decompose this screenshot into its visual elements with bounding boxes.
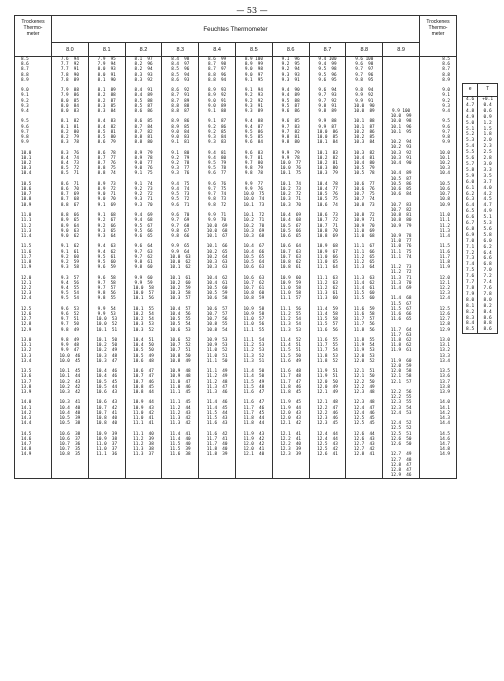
- wet-column-header: 8.4: [199, 43, 236, 57]
- correction-t-values: +0.1 0.4 0.6 0.9 1.2 1.5 1.8 2.0 2.3 2.5 2.8 3.0 3.3 3.5 3.7 4.0 4.2 4.5 4.7 4.9 5.1 5.3 5.6 5.8 6.0 6.2 6.4 6.6 6.8 7.0 7.2 7.4 7.6 7.8 8.0 8.2 8.4 8.6 8.8 8.6: [478, 97, 498, 334]
- wet-column-header: 8.2: [125, 43, 162, 57]
- table-column-cells: 7.6 94 7.7 92 7.7 91 7.8 90 7.8 89 7.9 88 7.9 86 8.0 85 8.0 84 8.0 83 8.1 82 8.1 81 8.2 80 8.2 79 8.3 78 8.3 76 8.4 74 8.4 73 8.5 72 8.5 71 8.6 71 8.6 70 8.7 69 8.7 68 8.8 67 8.8 66 8.9 65 8.9 64 9.0 63 9.0 62 9.1 62 9.1 61 9.2 60 9.2 59 9.3 58 9.3 57 9.4 56 9.4 55 9.5 54 9.5 54 9.6 53 9.6 52 9.7 51 9.7 50 9.8 49 9.8 49 9.9 48 9.9 47 10.0 46 10.0 45 10.1 45 10.1 44 10.2 43 10.2 42 10.3 42 10.3 41 10.4 40 10.4 40 10.5 39 10.5 38 10.6 38 10.6 37 10.7 36 10.7 35 10.8 35: [52, 57, 89, 479]
- wet-column-header: 8.3: [162, 43, 199, 57]
- dry-thermometer-header-right: Trockenes Thermo- meter: [420, 16, 457, 57]
- psychrometric-table: [14, 15, 457, 479]
- correction-e-values: 4.6 4.7 4.8 4.9 5.0 5.1 5.2 5.3 5.4 5.5 5.6 5.7 5.8 5.9 6.0 6.1 6.2 6.3 6.4 6.5 6.6 6.7 6.8 6.9 7.0 7.1 7.2 7.3 7.4 7.5 7.6 7.7 7.8 7.9 8.0 8.1 8.2 8.3 8.4 8.5: [463, 97, 478, 334]
- table-column-cells: 9.1 96 9.2 95 9.2 94 9.3 93 9.3 91 9.4 90 9.4 89 9.5 88 9.5 87 9.6 86 9.6 85 9.7 83 9.7 82 9.8 81 9.8 80 9.9 79 9.9 78 10.0 77 10.0 76 10.1 75 10.1 74 10.2 73 10.2 72 10.3 71 10.3 70 10.4 69 10.4 68 10.5 67 10.5 66 10.6 65 10.6 64 10.7 63 10.7 63 10.8 62 10.8 61 10.9 60 10.9 59 11.0 58 11.0 58 11.1 57 11.1 56 11.2 55 11.2 54 11.3 54 11.3 53 11.4 52 11.4 51 11.5 51 11.5 50 11.6 49 11.6 48 11.7 48 11.7 47 11.8 46 11.8 45 11.9 45 11.9 44 12.0 43 12.0 43 12.1 42 12.1 41 12.2 41 12.2 40 12.3 39 12.3 39: [272, 57, 309, 479]
- wet-column-header: 8.1: [88, 43, 125, 57]
- page-number: — 53 —: [236, 6, 268, 15]
- table-column-cells: 8.1 97 8.2 96 8.2 94 8.3 93 8.3 92 8.4 91 8.4 89 8.5 88 8.5 87 8.6 86 8.6 85 8.7 84 8.7 82 8.8 81 8.8 80 8.9 79 8.9 78 9.0 77 9.0 76 9.1 75 9.1 74 9.2 73 9.2 72 9.3 71 9.3 70 9.4 69 9.4 68 9.5 67 9.5 66 9.6 65 9.6 64 9.7 63 9.7 62 9.8 61 9.8 60 9.9 60 9.9 59 10.0 58 10.0 57 10.1 56 10.1 55 10.2 54 10.2 54 10.3 53 10.3 52 10.4 51 10.4 50 10.5 50 10.5 49 10.6 48 10.6 47 10.7 47 10.7 46 10.8 45 10.8 44 10.9 44 10.9 43 11.0 42 11.0 41 11.1 41 11.1 40 11.2 39 11.2 38 11.3 38 11.3 37: [125, 57, 162, 479]
- dry-values-left: 8.5 8.6 8.7 8.8 8.9 9.0 9.1 9.2 9.3 9.4 9.5 9.6 9.7 9.8 9.9 10.0 10.1 10.2 10.3 10.4 10.5 10.6 10.7 10.8 10.9 11.0 11.1 11.2 11.3 11.4 11.5 11.6 11.7 11.8 11.9 12.0 12.1 12.2 12.3 12.4 12.5 12.6 12.7 12.8 12.9 13.0 13.1 13.2 13.3 13.4 13.5 13.6 13.7 13.8 13.9 14.0 14.1 14.2 14.3 14.4 14.5 14.6 14.7 14.8 14.9: [15, 57, 52, 479]
- wet-column-header: 8.0: [52, 43, 89, 57]
- table-column-cells: 9.9 100 10.0 99 10.0 98 10.1 96 10.1 95 10.2 94 10.2 93 10.3 92 10.3 91 10.4 90 10.4 89 10.5 87 10.5 86 10.6 85 10.6 84 10.7 83 10.7 82 10.8 81 10.8 80 10.9 79 10.9 78 11.0 77 11.0 76 11.1 75 11.1 74 11.2 73 11.2 72 11.3 71 11.3 70 11.4 69 11.4 68 11.5 67 11.5 67 11.6 66 11.6 65 11.7 64 11.7 63 11.8 62 11.8 62 11.9 61 11.9 60 12.0 59 12.0 58 12.1 58 12.1 57 12.2 56 12.2 55 12.3 55 12.3 54 12.4 53 12.4 52 12.5 52 12.5 51 12.6 50 12.6 50 12.7 49 12.7 48 12.8 47 12.8 47 12.9 46: [383, 57, 420, 479]
- correction-header-e: e: [463, 84, 478, 97]
- table-column-cells: 9.6 100 9.6 98 9.7 97 9.7 96 9.8 95 9.8 94 9.9 92 9.9 91 10.0 90 10.0 89 10.1 88 10.1 87 10.2 86 10.2 85 10.3 84 10.3 82 10.4 81 10.4 80 10.5 79 10.5 78 10.6 77 10.6 76 10.7 75 10.7 74 10.8 73 10.8 72 10.9 71 10.9 70 11.0 69 11.0 68 11.1 67 11.1 66 11.2 65 11.2 65 11.3 64 11.3 63 11.4 62 11.4 61 11.5 60 11.5 60 11.6 59 11.6 58 11.7 57 11.7 56 11.8 56 11.8 55 11.9 54 11.9 53 12.0 53 12.0 52 12.1 51 12.1 50 12.2 50 12.2 49 12.3 48 12.3 48 12.4 47 12.4 46 12.5 45 12.5 45 12.6 44 12.6 43 12.7 43 12.7 42 12.8 41: [346, 57, 383, 479]
- table-title: Feuchtes Thermometer: [52, 16, 420, 43]
- wet-column-header: 8.7: [309, 43, 346, 57]
- correction-header-t: T: [478, 84, 498, 97]
- wet-column-header: 8.5: [235, 43, 272, 57]
- table-column-cells: 8.6 99 8.7 98 8.7 97 8.8 96 8.8 94 8.9 93 8.9 92 9.0 91 9.0 89 9.1 88 9.1 87 9.2 86 9.2 85 9.3 84 9.3 83 9.4 81 9.4 80 9.5 79 9.5 78 9.6 77 9.6 76 9.7 75 9.7 74 9.8 73 9.8 72 9.9 71 9.9 70 10.0 69 10.0 68 10.1 67 10.1 66 10.2 65 10.2 64 10.3 63 10.3 63 10.4 62 10.4 61 10.5 60 10.5 59 10.6 58 10.6 57 10.7 57 10.7 56 10.8 55 10.8 54 10.9 53 10.9 53 11.0 52 11.0 51 11.1 50 11.1 49 11.2 49 11.2 48 11.3 47 11.3 46 11.4 46 11.4 45 11.5 44 11.5 43 11.6 43 11.6 42 11.7 41 11.7 40 11.8 40 11.8 39: [199, 57, 236, 479]
- table-column-cells: 7.9 95 7.9 94 8.0 93 8.0 91 8.1 90 8.1 89 8.2 88 8.2 87 8.3 85 8.3 84 8.4 83 8.4 82 8.5 81 8.5 80 8.6 79 8.6 78 8.7 77 8.7 76 8.8 75 8.8 74 8.9 73 8.9 72 9.0 71 9.0 70 9.1 69 9.1 68 9.2 67 9.2 66 9.3 65 9.3 64 9.4 63 9.4 62 9.5 61 9.5 60 9.6 59 9.6 58 9.7 58 9.7 57 9.8 56 9.8 55 9.9 54 9.9 53 10.0 53 10.0 52 10.1 51 10.1 50 10.2 50 10.2 49 10.3 48 10.3 47 10.4 46 10.4 46 10.5 45 10.5 44 10.6 43 10.6 43 10.7 42 10.7 41 10.8 40 10.8 40 10.9 39 10.9 38 11.0 37 11.0 37 11.1 36: [88, 57, 125, 479]
- wet-column-header: 8.6: [272, 43, 309, 57]
- wet-column-header: 8.9: [383, 43, 420, 57]
- table-column-cells: 8.4 98 8.4 97 8.5 96 8.5 94 8.6 93 8.6 92 8.7 91 8.7 89 8.8 88 8.8 87 8.9 86 8.9 85 9.0 84 9.0 83 9.1 81 9.1 80 9.2 79 9.2 78 9.3 77 9.3 76 9.4 75 9.4 74 9.5 73 9.5 72 9.6 71 9.6 70 9.7 69 9.7 68 9.8 67 9.8 66 9.9 65 9.9 64 10.0 63 10.0 62 10.1 62 10.1 61 10.2 60 10.2 59 10.3 58 10.3 57 10.4 57 10.4 56 10.5 55 10.5 54 10.6 53 10.6 52 10.7 52 10.7 51 10.8 50 10.8 49 10.9 48 10.9 48 11.0 47 11.0 46 11.1 45 11.1 45 11.2 44 11.2 43 11.3 42 11.3 42 11.4 41 11.4 40 11.5 40 11.5 39 11.6 38: [162, 57, 199, 479]
- dry-values-right: 8.5 8.6 8.7 8.8 8.9 9.0 9.1 9.2 9.3 9.4 9.5 9.6 9.7 9.8 9.9 10.0 10.1 10.2 10.3 10.4 10.5 10.6 10.7 10.8 10.9 11.0 11.1 11.2 11.3 11.4 11.5 11.6 11.7 11.8 11.9 12.0 12.1 12.2 12.3 12.4 12.5 12.6 12.7 12.8 12.9 13.0 13.1 13.2 13.3 13.4 13.5 13.6 13.7 13.8 13.9 14.0 14.1 14.2 14.3 14.4 14.5 14.6 14.7 14.8 14.9: [420, 57, 457, 479]
- correction-table: [462, 83, 498, 334]
- table-column-cells: 9.4 100 9.4 99 9.5 98 9.5 96 9.6 95 9.6 94 9.7 93 9.7 92 9.8 91 9.8 89 9.9 88 9.9 87 10.0 86 10.0 85 10.1 84 10.1 83 10.2 82 10.2 81 10.3 80 10.3 79 10.4 78 10.4 77 10.5 76 10.5 75 10.6 74 10.6 73 10.7 72 10.7 71 10.8 70 10.8 69 10.9 68 10.9 67 11.0 66 11.0 65 11.1 64 11.1 63 11.2 63 11.2 62 11.3 61 11.3 60 11.4 59 11.4 58 11.5 58 11.5 57 11.6 56 11.6 55 11.7 55 11.7 54 11.8 53 11.8 52 11.9 51 11.9 51 12.0 50 12.0 49 12.1 49 12.1 48 12.2 47 12.2 46 12.3 46 12.3 45 12.4 44 12.4 44 12.5 43 12.5 42 12.6 41: [309, 57, 346, 479]
- table-column-cells: 8.9 100 8.9 99 9.0 98 9.0 97 9.1 95 9.1 94 9.2 93 9.2 92 9.3 91 9.3 89 9.4 88 9.4 87 9.5 86 9.5 85 9.6 84 9.6 83 9.7 81 9.7 80 9.8 79 9.8 78 9.9 77 9.9 76 10.0 75 10.0 74 10.1 73 10.1 72 10.2 71 10.2 70 10.3 69 10.3 68 10.4 67 10.4 66 10.5 65 10.5 64 10.6 63 10.6 63 10.7 62 10.7 61 10.8 60 10.8 59 10.9 58 10.9 58 11.0 57 11.0 56 11.1 55 11.1 54 11.2 53 11.2 53 11.3 52 11.3 51 11.4 50 11.4 50 11.5 49 11.5 48 11.6 47 11.6 47 11.7 46 11.7 45 11.8 44 11.8 44 11.9 43 11.9 42 12.0 42 12.0 41 12.1 40: [235, 57, 272, 479]
- dry-thermometer-header-left: Trockenes Thermo- meter: [15, 16, 52, 57]
- wet-column-header: 8.8: [346, 43, 383, 57]
